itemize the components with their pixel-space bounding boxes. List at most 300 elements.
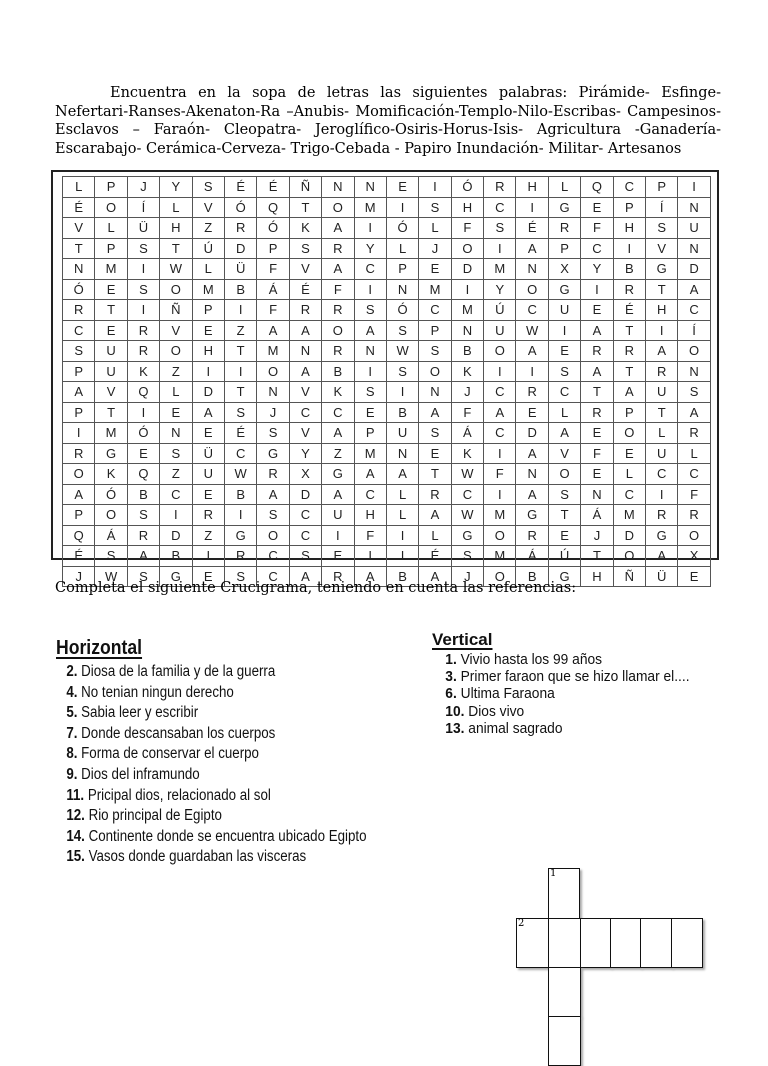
word-search-cell[interactable]: S — [386, 361, 418, 382]
word-search-cell[interactable]: A — [613, 382, 645, 403]
word-search-cell[interactable]: S — [419, 197, 451, 218]
word-search-cell[interactable]: E — [354, 402, 386, 423]
word-search-cell[interactable]: G — [646, 259, 678, 280]
word-search-cell[interactable]: Í — [646, 197, 678, 218]
word-search-cell[interactable]: I — [322, 525, 354, 546]
word-search-cell[interactable]: I — [484, 361, 516, 382]
word-search-cell[interactable]: R — [646, 361, 678, 382]
word-search-cell[interactable]: R — [646, 505, 678, 526]
word-search-cell[interactable]: S — [386, 320, 418, 341]
word-search-cell[interactable]: T — [95, 300, 127, 321]
word-search-cell[interactable]: L — [613, 464, 645, 485]
word-search-cell[interactable]: S — [548, 361, 580, 382]
crossword-cell[interactable] — [548, 967, 581, 1017]
word-search-cell[interactable]: D — [224, 238, 256, 259]
word-search-cell[interactable]: B — [613, 259, 645, 280]
crossword-cell[interactable] — [516, 918, 549, 968]
word-search-cell[interactable]: H — [516, 177, 548, 198]
word-search-cell[interactable]: Ñ — [160, 300, 192, 321]
word-search-cell[interactable]: N — [581, 484, 613, 505]
word-search-cell[interactable]: L — [160, 197, 192, 218]
word-search-cell[interactable]: S — [646, 218, 678, 239]
word-search-cell[interactable]: Q — [127, 382, 159, 403]
word-search-cell[interactable]: N — [354, 177, 386, 198]
word-search-cell[interactable]: E — [419, 443, 451, 464]
word-search-cell[interactable]: S — [192, 177, 224, 198]
word-search-cell[interactable]: S — [224, 566, 256, 587]
word-search-cell[interactable]: H — [581, 566, 613, 587]
word-search-cell[interactable]: B — [224, 484, 256, 505]
word-search-cell[interactable]: K — [322, 382, 354, 403]
word-search-cell[interactable]: E — [516, 402, 548, 423]
word-search-cell[interactable]: B — [386, 402, 418, 423]
word-search-cell[interactable]: E — [192, 566, 224, 587]
word-search-cell[interactable]: T — [646, 402, 678, 423]
word-search-cell[interactable]: G — [451, 525, 483, 546]
word-search-cell[interactable]: Í — [678, 320, 710, 341]
word-search-cell[interactable]: Q — [63, 525, 95, 546]
word-search-cell[interactable]: N — [289, 341, 321, 362]
word-search-cell[interactable]: C — [224, 443, 256, 464]
word-search-cell[interactable]: P — [63, 505, 95, 526]
word-search-cell[interactable]: C — [484, 382, 516, 403]
word-search-cell[interactable]: É — [289, 279, 321, 300]
word-search-cell[interactable]: N — [678, 361, 710, 382]
word-search-cell[interactable]: L — [419, 218, 451, 239]
word-search-cell[interactable]: C — [257, 546, 289, 567]
word-search-cell[interactable]: R — [613, 279, 645, 300]
word-search-cell[interactable]: O — [548, 464, 580, 485]
word-search-cell[interactable]: I — [678, 177, 710, 198]
word-search-cell[interactable]: O — [95, 505, 127, 526]
word-search-cell[interactable]: H — [160, 218, 192, 239]
word-search-cell[interactable]: R — [289, 300, 321, 321]
word-search-cell[interactable]: G — [548, 566, 580, 587]
word-search-cell[interactable]: O — [160, 279, 192, 300]
word-search-cell[interactable]: I — [484, 238, 516, 259]
word-search-cell[interactable]: N — [386, 443, 418, 464]
word-search-cell[interactable]: A — [192, 402, 224, 423]
word-search-cell[interactable]: O — [484, 525, 516, 546]
word-search-cell[interactable]: V — [646, 238, 678, 259]
word-search-cell[interactable]: J — [257, 402, 289, 423]
word-search-cell[interactable]: E — [127, 443, 159, 464]
word-search-cell[interactable]: D — [678, 259, 710, 280]
word-search-cell[interactable]: R — [224, 546, 256, 567]
word-search-cell[interactable]: C — [257, 566, 289, 587]
crossword-cell[interactable] — [548, 868, 580, 920]
word-search-cell[interactable]: G — [257, 443, 289, 464]
word-search-cell[interactable]: B — [322, 361, 354, 382]
word-search-cell[interactable]: Ü — [224, 259, 256, 280]
word-search-cell[interactable]: G — [224, 525, 256, 546]
word-search-cell[interactable]: A — [516, 484, 548, 505]
word-search-cell[interactable]: Z — [160, 361, 192, 382]
word-search-cell[interactable]: C — [354, 484, 386, 505]
word-search-cell[interactable]: Z — [192, 525, 224, 546]
word-search-cell[interactable]: Z — [224, 320, 256, 341]
word-search-cell[interactable]: U — [646, 382, 678, 403]
word-search-cell[interactable]: O — [678, 341, 710, 362]
word-search-cell[interactable]: M — [354, 443, 386, 464]
word-search-cell[interactable]: I — [484, 484, 516, 505]
word-search-cell[interactable]: A — [257, 320, 289, 341]
word-search-cell[interactable]: N — [678, 197, 710, 218]
word-search-cell[interactable]: W — [451, 464, 483, 485]
word-search-cell[interactable]: O — [516, 279, 548, 300]
word-search-cell[interactable]: N — [160, 423, 192, 444]
word-search-cell[interactable]: O — [484, 341, 516, 362]
word-search-cell[interactable]: N — [516, 259, 548, 280]
word-search-cell[interactable]: F — [257, 300, 289, 321]
word-search-cell[interactable]: U — [484, 320, 516, 341]
word-search-cell[interactable]: A — [257, 484, 289, 505]
word-search-cell[interactable]: S — [95, 546, 127, 567]
word-search-cell[interactable]: U — [192, 464, 224, 485]
crossword-cell[interactable] — [671, 918, 703, 968]
word-search-cell[interactable]: P — [386, 259, 418, 280]
word-search-cell[interactable]: G — [516, 505, 548, 526]
word-search-cell[interactable]: E — [678, 566, 710, 587]
word-search-cell[interactable]: F — [257, 259, 289, 280]
word-search-cell[interactable]: R — [63, 443, 95, 464]
word-search-cell[interactable]: S — [127, 566, 159, 587]
word-search-cell[interactable]: P — [192, 300, 224, 321]
word-search-cell[interactable]: W — [516, 320, 548, 341]
word-search-cell[interactable]: N — [322, 177, 354, 198]
word-search-cell[interactable]: W — [160, 259, 192, 280]
word-search-cell[interactable]: V — [95, 382, 127, 403]
word-search-cell[interactable]: O — [63, 464, 95, 485]
word-search-cell[interactable]: X — [289, 464, 321, 485]
word-search-cell[interactable]: C — [613, 484, 645, 505]
word-search-cell[interactable]: N — [678, 238, 710, 259]
word-search-cell[interactable]: T — [613, 361, 645, 382]
word-search-cell[interactable]: C — [160, 484, 192, 505]
word-search-cell[interactable]: O — [451, 238, 483, 259]
word-search-cell[interactable]: P — [646, 177, 678, 198]
crossword-cell[interactable] — [640, 918, 672, 968]
word-search-cell[interactable]: O — [95, 197, 127, 218]
word-search-cell[interactable]: V — [289, 382, 321, 403]
word-search-cell[interactable]: A — [354, 464, 386, 485]
word-search-cell[interactable]: Á — [451, 423, 483, 444]
word-search-cell[interactable]: C — [289, 505, 321, 526]
word-search-cell[interactable]: A — [646, 546, 678, 567]
word-search-cell[interactable]: S — [224, 402, 256, 423]
word-search-cell[interactable]: O — [257, 525, 289, 546]
word-search-cell[interactable]: Q — [581, 177, 613, 198]
crossword-cell[interactable] — [548, 918, 581, 968]
word-search-cell[interactable]: F — [581, 443, 613, 464]
word-search-cell[interactable]: C — [63, 320, 95, 341]
word-search-cell[interactable]: A — [581, 361, 613, 382]
word-search-cell[interactable]: S — [451, 546, 483, 567]
word-search-cell[interactable]: I — [354, 218, 386, 239]
word-search-cell[interactable]: I — [192, 361, 224, 382]
word-search-cell[interactable]: W — [386, 341, 418, 362]
word-search-cell[interactable]: R — [516, 382, 548, 403]
word-search-cell[interactable]: E — [548, 525, 580, 546]
word-search-cell[interactable]: F — [451, 402, 483, 423]
word-search-cell[interactable]: M — [484, 505, 516, 526]
word-search-cell[interactable]: G — [322, 464, 354, 485]
word-search-cell[interactable]: T — [289, 197, 321, 218]
word-search-cell[interactable]: H — [192, 341, 224, 362]
word-search-cell[interactable]: W — [224, 464, 256, 485]
word-search-cell[interactable]: N — [419, 382, 451, 403]
word-search-cell[interactable]: E — [322, 546, 354, 567]
word-search-cell[interactable]: A — [322, 423, 354, 444]
word-search-cell[interactable]: T — [581, 546, 613, 567]
word-search-cell[interactable]: C — [419, 300, 451, 321]
word-search-cell[interactable]: H — [451, 197, 483, 218]
word-search-cell[interactable]: U — [95, 361, 127, 382]
word-search-cell[interactable]: R — [322, 566, 354, 587]
word-search-cell[interactable]: W — [451, 505, 483, 526]
word-search-cell[interactable]: R — [484, 177, 516, 198]
word-search-cell[interactable]: M — [613, 505, 645, 526]
word-search-cell[interactable]: M — [354, 197, 386, 218]
word-search-cell[interactable]: I — [484, 443, 516, 464]
word-search-cell[interactable]: T — [419, 464, 451, 485]
word-search-cell[interactable]: S — [127, 238, 159, 259]
word-search-cell[interactable]: C — [646, 464, 678, 485]
word-search-cell[interactable]: P — [95, 238, 127, 259]
word-search-cell[interactable]: A — [419, 505, 451, 526]
word-search-cell[interactable]: T — [581, 382, 613, 403]
word-search-cell[interactable]: Ü — [192, 443, 224, 464]
word-search-cell[interactable]: Ó — [386, 218, 418, 239]
word-search-cell[interactable]: U — [646, 443, 678, 464]
word-search-cell[interactable]: R — [516, 525, 548, 546]
word-search-cell[interactable]: A — [678, 279, 710, 300]
word-search-cell[interactable]: I — [127, 259, 159, 280]
word-search-cell[interactable]: R — [322, 341, 354, 362]
word-search-cell[interactable]: C — [581, 238, 613, 259]
word-search-cell[interactable]: I — [419, 177, 451, 198]
word-search-cell[interactable]: T — [646, 279, 678, 300]
word-search-cell[interactable]: B — [516, 566, 548, 587]
word-search-cell[interactable]: P — [613, 402, 645, 423]
word-search-cell[interactable]: S — [160, 443, 192, 464]
word-search-cell[interactable]: I — [127, 402, 159, 423]
word-search-cell[interactable]: Z — [192, 218, 224, 239]
word-search-cell[interactable]: X — [678, 546, 710, 567]
word-search-cell[interactable]: P — [419, 320, 451, 341]
word-search-cell[interactable]: R — [581, 402, 613, 423]
word-search-cell[interactable]: R — [127, 341, 159, 362]
word-search-cell[interactable]: Ü — [127, 218, 159, 239]
word-search-cell[interactable]: S — [257, 505, 289, 526]
word-search-cell[interactable]: Á — [95, 525, 127, 546]
word-search-cell[interactable]: I — [386, 546, 418, 567]
word-search-cell[interactable]: H — [613, 218, 645, 239]
word-search-cell[interactable]: É — [63, 197, 95, 218]
word-search-cell[interactable]: I — [63, 423, 95, 444]
word-search-cell[interactable]: M — [451, 300, 483, 321]
word-search-cell[interactable]: G — [95, 443, 127, 464]
word-search-cell[interactable]: R — [127, 320, 159, 341]
word-search-cell[interactable]: Q — [257, 197, 289, 218]
word-search-cell[interactable]: A — [322, 484, 354, 505]
word-search-cell[interactable]: P — [548, 238, 580, 259]
word-search-cell[interactable]: E — [419, 259, 451, 280]
word-search-cell[interactable]: H — [646, 300, 678, 321]
word-search-cell[interactable]: A — [386, 464, 418, 485]
word-search-cell[interactable]: L — [548, 177, 580, 198]
word-search-cell[interactable]: A — [354, 566, 386, 587]
word-search-cell[interactable]: T — [224, 382, 256, 403]
word-search-cell[interactable]: L — [63, 177, 95, 198]
word-search-cell[interactable]: H — [354, 505, 386, 526]
word-search-cell[interactable]: P — [613, 197, 645, 218]
word-search-cell[interactable]: F — [484, 464, 516, 485]
word-search-cell[interactable]: B — [127, 484, 159, 505]
word-search-cell[interactable]: É — [613, 300, 645, 321]
word-search-cell[interactable]: Z — [160, 464, 192, 485]
word-search-cell[interactable]: E — [160, 402, 192, 423]
word-search-cell[interactable]: I — [646, 320, 678, 341]
word-search-cell[interactable]: C — [484, 197, 516, 218]
word-search-cell[interactable]: T — [160, 238, 192, 259]
word-search-cell[interactable]: E — [95, 320, 127, 341]
word-search-cell[interactable]: Ó — [451, 177, 483, 198]
word-search-cell[interactable]: V — [289, 259, 321, 280]
word-search-cell[interactable]: J — [581, 525, 613, 546]
word-search-cell[interactable]: A — [63, 484, 95, 505]
word-search-cell[interactable]: I — [354, 361, 386, 382]
word-search-cell[interactable]: Y — [581, 259, 613, 280]
word-search-cell[interactable]: S — [419, 341, 451, 362]
word-search-cell[interactable]: A — [516, 443, 548, 464]
word-search-cell[interactable]: R — [678, 505, 710, 526]
word-search-cell[interactable]: V — [192, 197, 224, 218]
word-search-cell[interactable]: Ó — [127, 423, 159, 444]
word-search-cell[interactable]: L — [160, 382, 192, 403]
word-search-cell[interactable]: B — [451, 341, 483, 362]
word-search-cell[interactable]: L — [548, 402, 580, 423]
word-search-cell[interactable]: I — [224, 300, 256, 321]
word-search-cell[interactable]: R — [322, 238, 354, 259]
word-search-cell[interactable]: E — [581, 197, 613, 218]
word-search-cell[interactable]: A — [354, 320, 386, 341]
word-search-cell[interactable]: P — [63, 361, 95, 382]
word-search-cell[interactable]: D — [192, 382, 224, 403]
word-search-cell[interactable]: M — [192, 279, 224, 300]
word-search-cell[interactable]: É — [224, 423, 256, 444]
word-search-cell[interactable]: R — [678, 423, 710, 444]
word-search-cell[interactable]: A — [419, 566, 451, 587]
word-search-cell[interactable]: I — [516, 197, 548, 218]
word-search-cell[interactable]: K — [289, 218, 321, 239]
word-search-cell[interactable]: I — [224, 505, 256, 526]
word-search-cell[interactable]: E — [192, 423, 224, 444]
word-search-cell[interactable]: D — [289, 484, 321, 505]
word-search-cell[interactable]: U — [678, 218, 710, 239]
word-search-cell[interactable]: I — [581, 279, 613, 300]
word-search-cell[interactable]: R — [548, 218, 580, 239]
word-search-cell[interactable]: I — [224, 361, 256, 382]
word-search-cell[interactable]: P — [63, 402, 95, 423]
crossword-cell[interactable] — [610, 918, 641, 968]
word-search-cell[interactable]: N — [257, 382, 289, 403]
word-search-cell[interactable]: U — [386, 423, 418, 444]
word-search-cell[interactable]: J — [451, 566, 483, 587]
word-search-cell[interactable]: É — [516, 218, 548, 239]
word-search-cell[interactable]: A — [678, 402, 710, 423]
word-search-cell[interactable]: F — [581, 218, 613, 239]
word-search-cell[interactable]: I — [192, 546, 224, 567]
word-search-cell[interactable]: C — [289, 525, 321, 546]
word-search-cell[interactable]: S — [354, 300, 386, 321]
word-search-cell[interactable]: O — [613, 423, 645, 444]
word-search-cell[interactable]: O — [160, 341, 192, 362]
word-search-cell[interactable]: A — [289, 361, 321, 382]
word-search-cell[interactable]: O — [678, 525, 710, 546]
word-search-cell[interactable]: D — [451, 259, 483, 280]
word-search-cell[interactable]: S — [289, 546, 321, 567]
word-search-cell[interactable]: S — [678, 382, 710, 403]
word-search-cell[interactable]: F — [322, 279, 354, 300]
word-search-cell[interactable]: E — [548, 341, 580, 362]
word-search-cell[interactable]: Y — [354, 238, 386, 259]
word-search-cell[interactable]: F — [451, 218, 483, 239]
word-search-cell[interactable]: O — [419, 361, 451, 382]
word-search-cell[interactable]: I — [127, 300, 159, 321]
word-search-cell[interactable]: L — [386, 238, 418, 259]
word-search-cell[interactable]: Ó — [257, 218, 289, 239]
word-search-cell[interactable]: U — [548, 300, 580, 321]
word-search-cell[interactable]: C — [451, 484, 483, 505]
word-search-cell[interactable]: S — [63, 341, 95, 362]
word-search-cell[interactable]: Y — [160, 177, 192, 198]
word-search-cell[interactable]: M — [419, 279, 451, 300]
word-search-cell[interactable]: S — [289, 238, 321, 259]
word-search-cell[interactable]: Ú — [484, 300, 516, 321]
word-search-cell[interactable]: G — [160, 566, 192, 587]
word-search-cell[interactable]: A — [127, 546, 159, 567]
word-search-cell[interactable]: C — [289, 402, 321, 423]
word-search-cell[interactable]: Ñ — [613, 566, 645, 587]
word-search-cell[interactable]: X — [548, 259, 580, 280]
word-search-cell[interactable]: E — [581, 464, 613, 485]
word-search-cell[interactable]: O — [613, 546, 645, 567]
word-search-cell[interactable]: U — [95, 341, 127, 362]
word-search-cell[interactable]: N — [516, 464, 548, 485]
word-search-cell[interactable]: B — [386, 566, 418, 587]
word-search-cell[interactable]: R — [127, 525, 159, 546]
word-search-cell[interactable]: Ú — [548, 546, 580, 567]
word-search-cell[interactable]: C — [516, 300, 548, 321]
word-search-cell[interactable]: A — [548, 423, 580, 444]
word-search-cell[interactable]: C — [354, 259, 386, 280]
word-search-cell[interactable]: C — [548, 382, 580, 403]
word-search-cell[interactable]: R — [192, 505, 224, 526]
word-search-cell[interactable]: R — [581, 341, 613, 362]
word-search-cell[interactable]: A — [419, 402, 451, 423]
word-search-cell[interactable]: W — [95, 566, 127, 587]
word-search-cell[interactable]: C — [678, 464, 710, 485]
word-search-cell[interactable]: A — [322, 259, 354, 280]
word-search-cell[interactable]: U — [322, 505, 354, 526]
word-search-cell[interactable]: K — [451, 443, 483, 464]
word-search-cell[interactable]: Q — [127, 464, 159, 485]
word-search-cell[interactable]: I — [451, 279, 483, 300]
word-search-cell[interactable]: F — [354, 525, 386, 546]
word-search-cell[interactable]: Ó — [63, 279, 95, 300]
word-search-cell[interactable]: I — [613, 238, 645, 259]
